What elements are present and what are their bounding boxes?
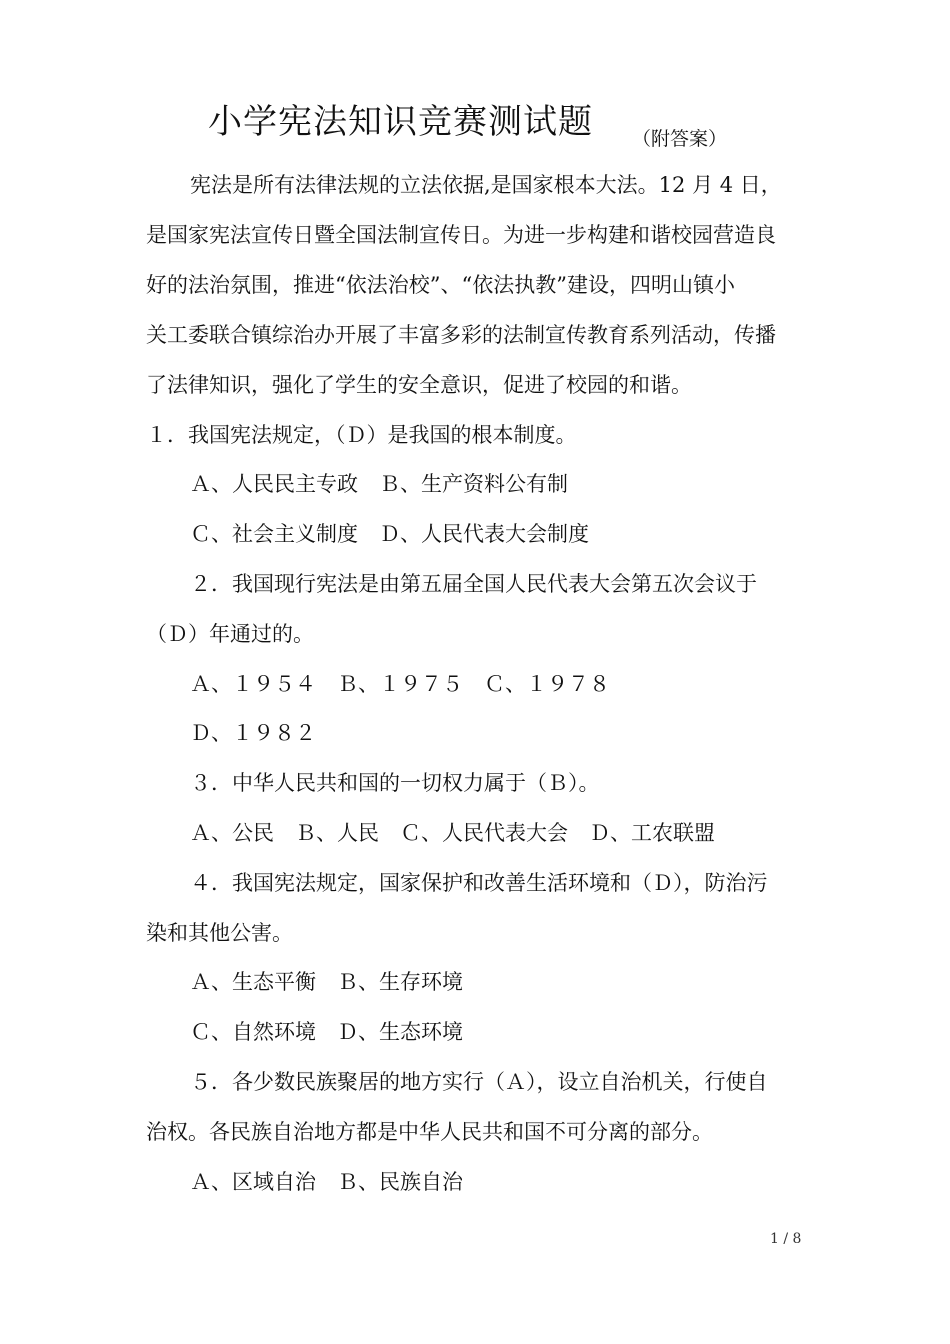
question-3-text: ３．中华人民共和国的一切权力属于（Ｂ）。 [190, 771, 600, 795]
question-4-text: ４．我国宪法规定，国家保护和改善生活环境和（Ｄ），防治污 [190, 871, 768, 895]
intro-line: 了法律知识，强化了学生的安全意识，促进了校园的和谐。 [146, 373, 692, 397]
document-subtitle: （附答案） [632, 128, 728, 150]
title-row [0, 96, 950, 156]
question-5-options: Ａ、区域自治 Ｂ、民族自治 [190, 1170, 463, 1194]
question-5-text: ５．各少数民族聚居的地方实行（Ａ），设立自治机关，行使自 [190, 1070, 768, 1094]
question-4-text: 染和其他公害。 [146, 921, 293, 945]
question-5-text: 治权。各民族自治地方都是中华人民共和国不可分离的部分。 [146, 1120, 713, 1144]
question-3-options: Ａ、公民 Ｂ、人民 Ｃ、人民代表大会 Ｄ、工农联盟 [190, 821, 715, 845]
intro-line: 是国家宪法宣传日暨全国法制宣传日。为进一步构建和谐校园营造良 [146, 223, 776, 247]
question-4-options: Ｃ、自然环境 Ｄ、生态环境 [190, 1020, 463, 1044]
document-title: 小学宪法知识竞赛测试题 [208, 102, 593, 142]
question-1-options: Ａ、人民民主专政 Ｂ、生产资料公有制 [190, 472, 568, 496]
question-2-options: Ａ、１９５４ Ｂ、１９７５ Ｃ、１９７８ [190, 672, 610, 696]
question-1-options: Ｃ、社会主义制度 Ｄ、人民代表大会制度 [190, 522, 589, 546]
intro-line: 好的法治氛围，推进“依法治校”、“依法执教”建设，四明山镇小 [146, 273, 735, 297]
question-2-text: ２．我国现行宪法是由第五届全国人民代表大会第五次会议于 [190, 572, 757, 596]
page-number: 1 / 8 [770, 1231, 802, 1247]
question-2-options: Ｄ、１９８２ [190, 721, 316, 745]
intro-line: 关工委联合镇综治办开展了丰富多彩的法制宣传教育系列活动，传播 [146, 323, 776, 347]
intro-line: 宪法是所有法律法规的立法依据,是国家根本大法。12 月 4 日， [190, 173, 782, 197]
question-4-options: Ａ、生态平衡 Ｂ、生存环境 [190, 970, 463, 994]
question-1-text: １．我国宪法规定，（Ｄ）是我国的根本制度。 [146, 423, 577, 447]
question-2-text: （Ｄ）年通过的。 [146, 622, 314, 646]
